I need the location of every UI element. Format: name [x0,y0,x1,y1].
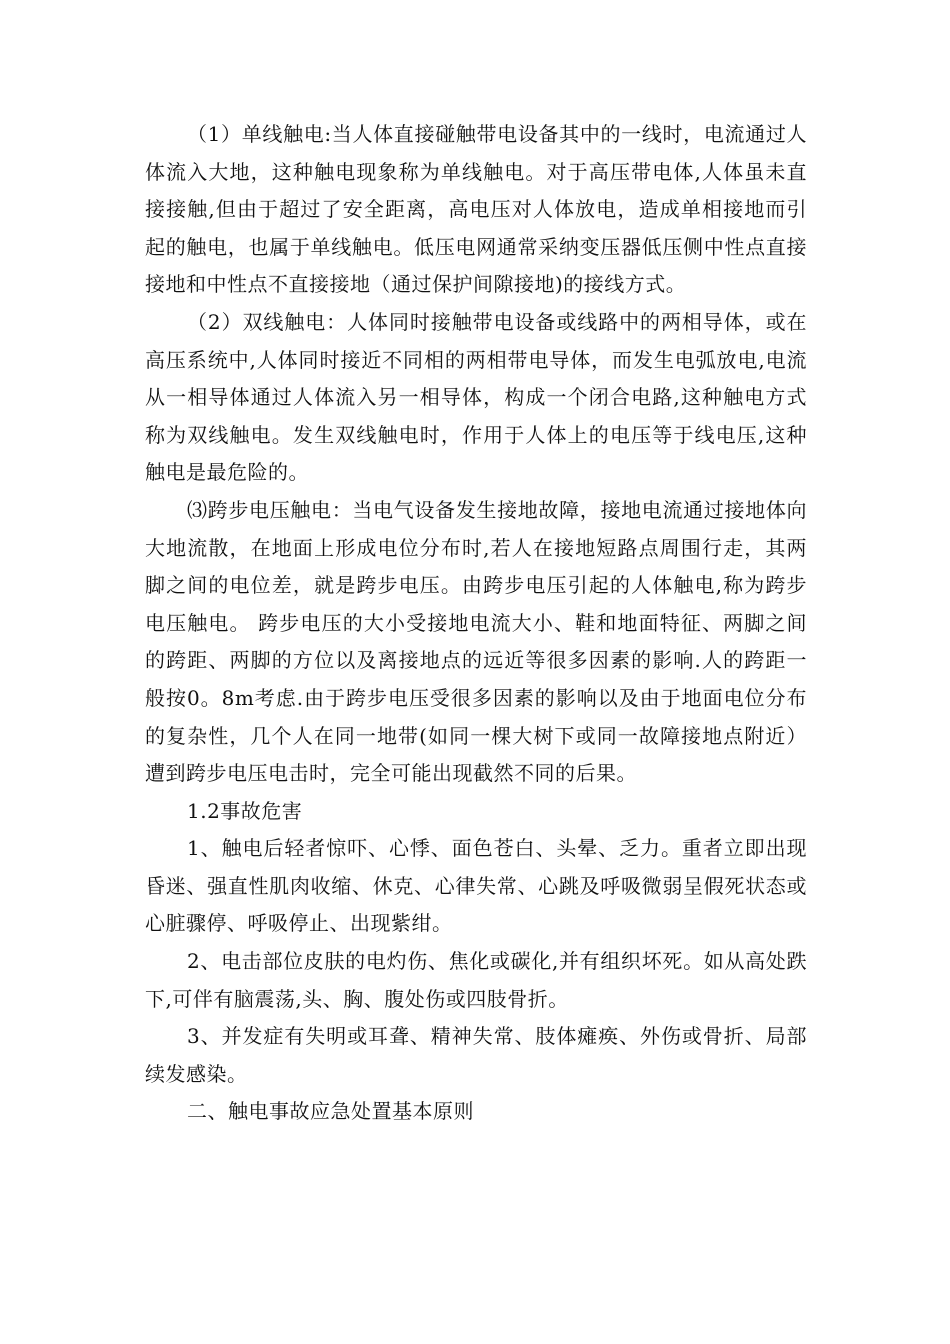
paragraph-hazard-1: 1、触电后轻者惊吓、心悸、面色苍白、头晕、乏力。重者立即出现昏迷、强直性肌肉收缩、休克、心律失常、心跳及呼吸微弱呈假死状态或心脏骤停、呼吸停止、出现紫绀。 [145,836,807,936]
paragraph-hazard-2: 2、电击部位皮肤的电灼伤、焦化或碳化,并有组织坏死。如从高处跌下,可伴有脑震荡,头、胸、腹处伤或四肢骨折。 [145,949,807,1011]
paragraph-step-voltage-shock: ⑶跨步电压触电：当电气设备发生接地故障，接地电流通过接地体向大地流散，在地面上形成电位分布时,若人在接地短路点周围行走，其两脚之间的电位差，就是跨步电压。由跨步电压引起的人体触电,称为跨步电压触电。 跨步电压的大小受接地电流大小、鞋和地面特征、两脚之间的跨距、两脚的方位以及离接地点的远近等很多因素的影响.人的跨距一般按0。8m考虑.由于跨步电压受很多因素的影响以及由于地面电位分布的复杂性，几个人在同一地带(如同一棵大树下或同一故障接地点附近）遭到跨步电压电击时，完全可能出现截然不同的后果。 [145,497,807,786]
paragraph-hazard-3: 3、并发症有失明或耳聋、精神失常、肢体瘫痪、外伤或骨折、局部续发感染。 [145,1024,807,1086]
paragraph-single-line-shock: （1）单线触电:当人体直接碰触带电设备其中的一线时，电流通过人体流入大地，这种触电现象称为单线触电。对于高压带电体,人体虽未直接接触,但由于超过了安全距离，高电压对人体放电，造成单相接地而引起的触电，也属于单线触电。低压电网通常采纳变压器低压侧中性点直接接地和中性点不直接接地（通过保护间隙接地)的接线方式。 [145,122,807,297]
document-page [145,116,807,1131]
paragraph-double-line-shock: （2）双线触电：人体同时接触带电设备或线路中的两相导体，或在高压系统中,人体同时接近不同相的两相带电导体，而发生电弧放电,电流从一相导体通过人体流入另一相导体，构成一个闭合电路,这种触电方式称为双线触电。发生双线触电时，作用于人体上的电压等于线电压,这种触电是最危险的。 [145,309,807,485]
section-heading-emergency-principles: 二、触电事故应急处置基本原则 [187,1099,474,1124]
section-heading-accident-hazards: 1.2事故危害 [187,798,303,823]
